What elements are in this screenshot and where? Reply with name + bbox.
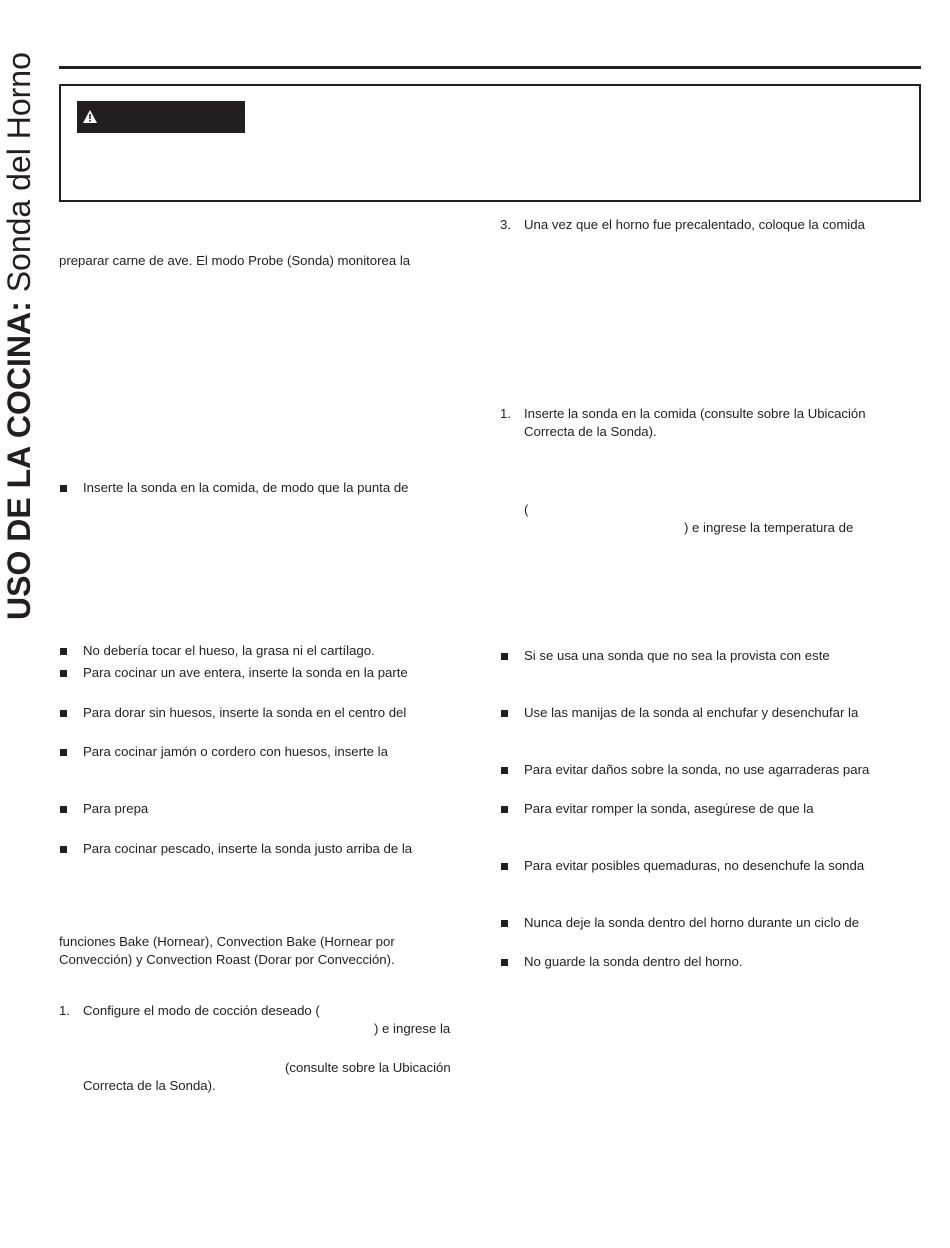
caution-item: Nunca deje la sonda dentro del horno durante un ciclo de [524,915,860,930]
caution-item: Use las manijas de la sonda al enchufar y desenchufar la [524,705,859,720]
left-paragraph-1: preparar carne de ave. El modo Probe (Sonda) monitorea la [59,253,411,268]
step-3-line-1: Una vez que el horno fue precalentado, coloque la comida [524,217,865,232]
bullet-square [501,959,508,966]
section-title-bold: USO DE LA COCINA: [1,301,37,620]
step-1-line-3: (consulte sobre la Ubicación [285,1060,451,1075]
step-number: 1. [500,406,511,421]
probe-step-2-line-1: ( [524,502,529,517]
bullet-square [60,670,67,677]
bullet-square [60,749,67,756]
bullet-item: No debería tocar el hueso, la grasa ni el cartílago. [83,643,375,658]
section-title [2,52,36,620]
step-1-line-1: Configure el modo de cocción deseado ( [83,1003,320,1018]
step-number: 1. [59,1003,70,1018]
probe-step-2-line-2: ) e ingrese la temperatura de [684,520,854,535]
bullet-item: Para dorar sin huesos, inserte la sonda en el centro del [83,705,407,720]
bullet-square [501,806,508,813]
bullet-square [501,710,508,717]
step-1-line-2: ) e ingrese la [374,1021,451,1036]
step-number: 3. [500,217,511,232]
bullet-item: Inserte la sonda en la comida, de modo que la punta de [83,480,409,495]
caution-item: No guarde la sonda dentro del horno. [524,954,743,969]
warning-box [59,84,921,202]
caution-item: Para evitar daños sobre la sonda, no use agarraderas para [524,762,870,777]
bullet-item: Para cocinar un ave entera, inserte la sonda en la parte [83,665,408,680]
caution-item: Para evitar posibles quemaduras, no desenchufe la sonda [524,858,865,873]
bullet-square [60,710,67,717]
bullet-square [501,920,508,927]
probe-step-1-line-2: Correcta de la Sonda). [524,424,657,439]
caution-item: Si se usa una sonda que no sea la provista con este [524,648,830,663]
bullet-item: Para prepa [83,801,149,816]
left-paragraph-2-line-2: Convección) y Convection Roast (Dorar por Convección). [59,952,395,967]
warning-label [77,101,245,133]
caution-item: Para evitar romper la sonda, asegúrese de que la [524,801,814,816]
bullet-item: Para cocinar pescado, inserte la sonda justo arriba de la [83,841,413,856]
bullet-square [60,648,67,655]
bullet-square [60,846,67,853]
header-rule [59,66,921,69]
bullet-square [60,806,67,813]
left-paragraph-2-line-1: funciones Bake (Hornear), Convection Bake (Hornear por [59,934,395,949]
bullet-square [501,767,508,774]
bullet-square [60,485,67,492]
probe-step-1-line-1: Inserte la sonda en la comida (consulte sobre la Ubicación [524,406,866,421]
step-1-line-4: Correcta de la Sonda). [83,1078,216,1093]
section-title-light: Sonda del Horno [1,52,37,302]
bullet-square [501,863,508,870]
bullet-item: Para cocinar jamón o cordero con huesos, inserte la [83,744,388,759]
side-title [1,0,38,620]
warning-triangle-icon [83,110,97,123]
bullet-square [501,653,508,660]
